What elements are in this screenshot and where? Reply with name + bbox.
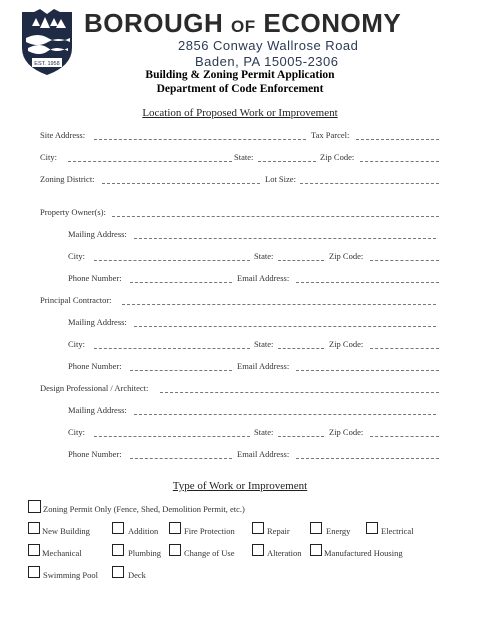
contractor-state-field[interactable] [278,348,324,349]
lot-size-field[interactable] [300,183,439,184]
owner-phone-field[interactable] [130,282,232,283]
plumbing-checkbox[interactable] [112,544,124,556]
lot-size-label: Lot Size: [265,174,296,184]
mechanical-checkbox[interactable] [28,544,40,556]
designer-field[interactable] [160,392,439,393]
fire-protection-label: Fire Protection [184,526,235,536]
zoning-district-label: Zoning District: [40,174,95,184]
designer-mailing-field[interactable] [134,414,436,415]
manufactured-housing-checkbox[interactable] [310,544,322,556]
site-address-label: Site Address: [40,130,86,140]
tax-parcel-label: Tax Parcel: [311,130,350,140]
logo-text: EST. 1958 [34,61,60,67]
contractor-mailing-field[interactable] [134,326,436,327]
contractor-phone-label: Phone Number: [68,361,122,371]
change-of-use-checkbox[interactable] [169,544,181,556]
contractor-mailing-label: Mailing Address: [68,317,127,327]
new-building-label: New Building [42,526,90,536]
designer-city-label: City: [68,427,86,437]
designer-zip-label: Zip Code: [329,427,364,437]
owner-email-field[interactable] [296,282,439,283]
site-city-field[interactable] [68,161,232,162]
change-of-use-label: Change of Use [184,548,235,558]
contractor-state-label: State: [254,339,274,349]
repair-checkbox[interactable] [252,522,264,534]
property-owner-field[interactable] [112,216,439,217]
borough-seal-logo [18,8,76,76]
designer-mailing-label: Mailing Address: [68,405,127,415]
owner-city-label: City: [68,251,86,261]
owner-email-label: Email Address: [237,273,290,283]
zoning-district-field[interactable] [102,183,260,184]
designer-zip-field[interactable] [370,436,439,437]
address-line-1: 2856 Conway Wallrose Road [178,38,359,53]
contractor-city-field[interactable] [94,348,250,349]
addition-checkbox[interactable] [112,522,124,534]
title-borough: BOROUGH [84,8,224,38]
document-title: Building & Zoning Permit Application [145,69,335,81]
energy-label: Energy [326,526,351,536]
designer-phone-field[interactable] [130,458,232,459]
site-zip-label: Zip Code: [320,152,355,162]
owner-city-field[interactable] [94,260,250,261]
tax-parcel-field[interactable] [356,139,439,140]
owner-mailing-field[interactable] [134,238,436,239]
repair-label: Repair [267,526,290,536]
designer-phone-label: Phone Number: [68,449,122,459]
swimming-pool-label: Swimming Pool [43,570,99,580]
owner-mailing-label: Mailing Address: [68,229,127,239]
designer-state-label: State: [254,427,274,437]
designer-email-field[interactable] [296,458,439,459]
owner-state-label: State: [254,251,274,261]
owner-state-field[interactable] [278,260,324,261]
contractor-email-label: Email Address: [237,361,290,371]
new-building-checkbox[interactable] [28,522,40,534]
electrical-checkbox[interactable] [366,522,378,534]
site-state-field[interactable] [258,161,316,162]
deck-checkbox[interactable] [112,566,124,578]
fire-protection-checkbox[interactable] [169,522,181,534]
location-section-heading: Location of Proposed Work or Improvement [142,107,338,119]
alteration-checkbox[interactable] [252,544,264,556]
site-city-label: City: [40,152,58,162]
designer-city-field[interactable] [94,436,250,437]
addition-label: Addition [128,526,159,536]
site-state-label: State: [234,152,254,162]
owner-phone-label: Phone Number: [68,273,122,283]
site-address-field[interactable] [94,139,306,140]
borough-title [84,8,401,39]
contractor-zip-field[interactable] [370,348,439,349]
owner-zip-label: Zip Code: [329,251,364,261]
owner-zip-field[interactable] [370,260,439,261]
zoning-only-label: Zoning Permit Only (Fence, Shed, Demolition Permit, etc.) [43,504,245,514]
deck-label: Deck [128,570,146,580]
contractor-label: Principal Contractor: [40,295,112,305]
work-type-section-heading: Type of Work or Improvement [172,480,308,492]
contractor-zip-label: Zip Code: [329,339,364,349]
title-economy: ECONOMY [263,8,402,38]
electrical-label: Electrical [381,526,414,536]
contractor-field[interactable] [122,304,436,305]
designer-state-field[interactable] [278,436,324,437]
contractor-phone-field[interactable] [130,370,232,371]
address-line-2: Baden, PA 15005-2306 [195,54,339,69]
swimming-pool-checkbox[interactable] [28,566,40,578]
plumbing-label: Plumbing [128,548,162,558]
property-owner-label: Property Owner(s): [40,207,106,217]
alteration-label: Alteration [267,548,302,558]
designer-label: Design Professional / Architect: [40,383,149,393]
title-of: OF [231,17,256,36]
site-zip-field[interactable] [360,161,439,162]
designer-email-label: Email Address: [237,449,290,459]
contractor-city-label: City: [68,339,86,349]
department-name: Department of Code Enforcement [156,83,324,95]
energy-checkbox[interactable] [310,522,322,534]
zoning-only-checkbox[interactable] [28,500,41,513]
contractor-email-field[interactable] [296,370,439,371]
manufactured-housing-label: Manufactured Housing [324,548,403,558]
mechanical-label: Mechanical [42,548,82,558]
